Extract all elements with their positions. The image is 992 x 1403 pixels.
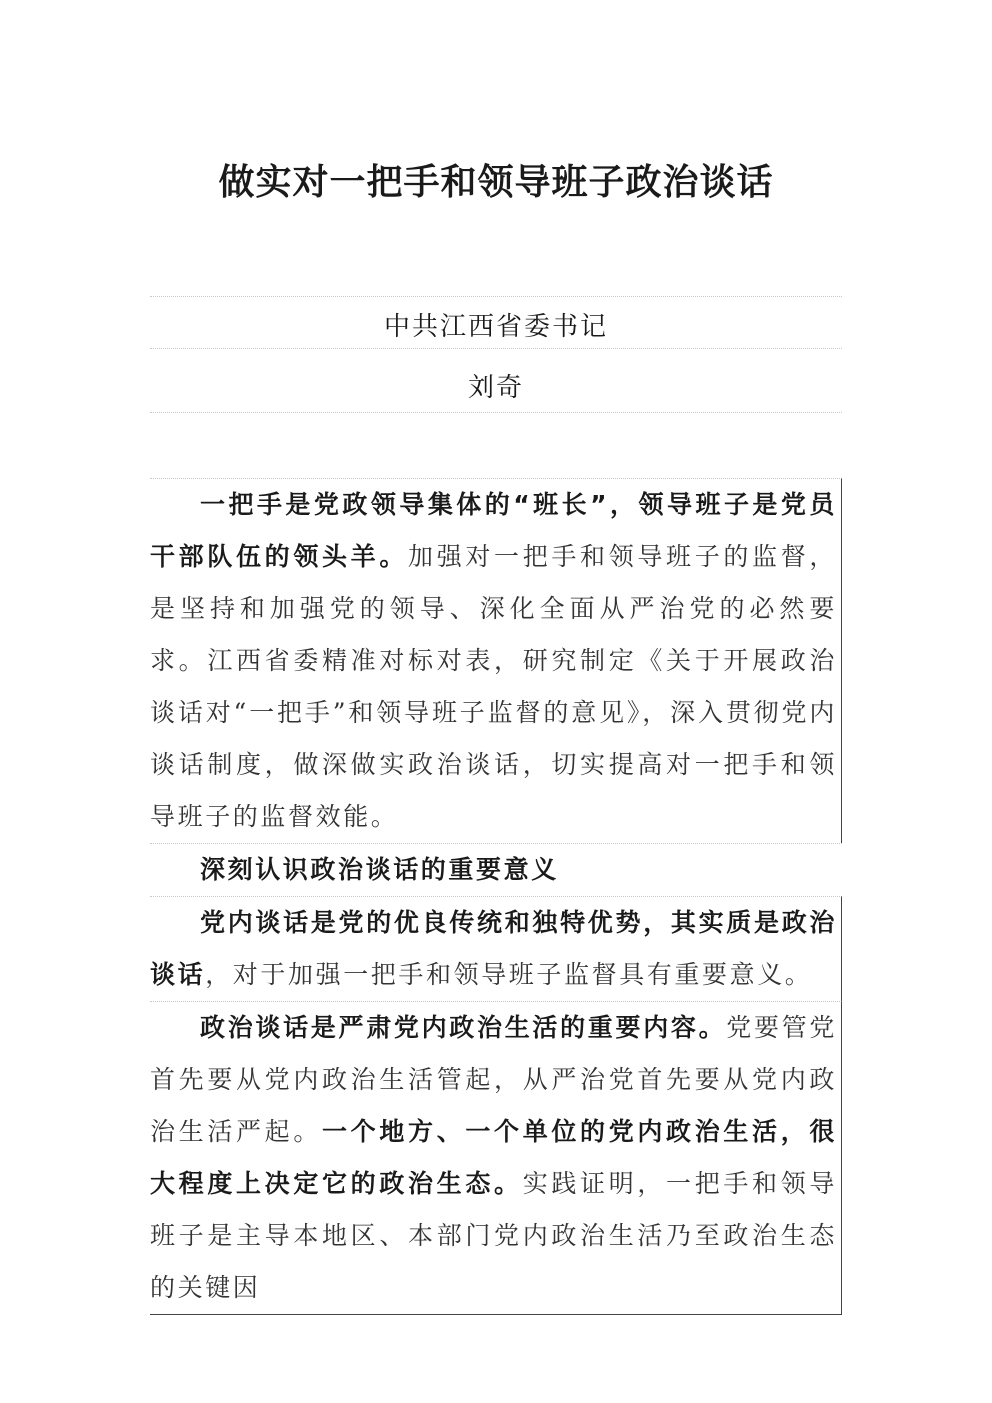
paragraph-intro-bold: 一把手是党政领导集体的“班长”，领导班子是党员干部队伍的领头羊。 [150, 490, 837, 571]
paragraph-political-life-text-1: 党要管党首先要从党内政治生活管起，从严治党首先要从党内政治生活严起。 [150, 1013, 837, 1146]
section-heading: 深刻认识政治谈话的重要意义 [150, 843, 842, 896]
paragraph-political-life-bold-1: 政治谈话是严肃党内政治生活的重要内容。 [200, 1013, 727, 1042]
paragraph-political-life-bold-2: 一个地方、一个单位的党内政治生活，很大程度上决定它的政治生态。 [150, 1117, 837, 1198]
paragraph-political-life [150, 1001, 842, 1315]
paragraph-talk-essence-bold: 党内谈话是党的优良传统和独特优势，其实质是政治谈话 [150, 908, 837, 989]
article-body [150, 478, 842, 1315]
author-name: 刘奇 [150, 348, 842, 412]
paragraph-intro-text: 加强对一把手和领导班子的监督，是坚持和加强党的领导、深化全面从严治党的必然要求。江西省委精准对标对表，研究制定《关于开展政治谈话对“一把手”和领导班子监督的意见》，深入贯彻党内谈话制度，做深做实政治谈话，切实提高对一把手和领导班子的监督效能。 [150, 542, 837, 831]
paragraph-talk-essence-text: ，对于加强一把手和领导班子监督具有重要意义。 [205, 960, 813, 989]
author-block-spacer [150, 412, 842, 480]
document-title: 做实对一把手和领导班子政治谈话 [218, 161, 774, 203]
paragraph-talk-essence [150, 896, 842, 1001]
paragraph-political-life-text-2: 实践证明，一把手和领导班子是主导本地区、本部门党内政治生活乃至政治生态的关键因 [150, 1169, 837, 1302]
author-organization: 中共江西省委书记 [150, 296, 842, 348]
author-block [150, 296, 842, 480]
paragraph-intro [150, 478, 842, 843]
